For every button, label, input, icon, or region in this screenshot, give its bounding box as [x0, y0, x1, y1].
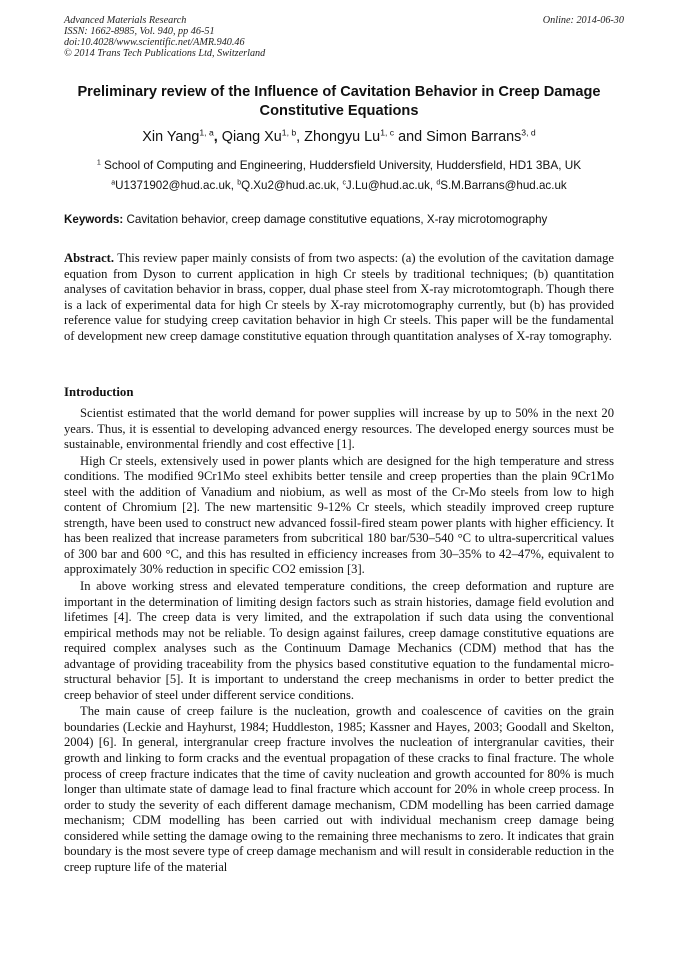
section-heading-introduction: Introduction	[64, 385, 134, 399]
email-separator: ,	[429, 179, 437, 192]
keywords	[64, 213, 614, 227]
affiliation	[64, 158, 614, 172]
doi: doi:10.4028/www.scientific.net/AMR.940.46	[64, 37, 245, 48]
author-affil-mark: 1, a	[199, 127, 214, 138]
author-affil-mark: 1, c	[380, 127, 395, 138]
email-address: S.M.Barrans@hud.ac.uk	[440, 179, 567, 192]
issn: ISSN: 1662-8985, Vol. 940, pp 46-51	[64, 26, 215, 37]
body-paragraph: Scientist estimated that the world demand for power supplies will increase by up to 50% in the next 20 years. Thus, it is essential to developing advanced energy resources. The developed energy sources must be sustainable, environmental friendly and cost effective [1].	[64, 406, 614, 452]
author-separator: ,	[296, 129, 305, 145]
email-address: U1371902@hud.ac.uk	[115, 179, 231, 192]
abstract	[64, 251, 614, 344]
author-list	[64, 128, 614, 146]
body-paragraph: The main cause of creep failure is the nucleation, growth and coalescence of cavities on the grain boundaries (Leckie and Hayhurst, 1984; Huddleston, 1985; Kassner and Hayes, 2003; Goodall and Skelton, 2004) [6]. In general, intergranular creep fracture involves the nucleation of intergranular cavities, their growth and linking to form cracks and the eventual propagation of these cracks to final fracture. The whole process of creep fracture indicates that the time of cavity nucleation and growth accounted for 80% is much longer than ultimate state of damage lead to final fracture which account for 20% in whole creep process. In order to study the severity of each different damage mechanism, CDM modelling has been carried damage mechanism; CDM modelling has been carried out with individual mechanism creep damage being considered while setting the damage owing to the remaining three mechanisms to zero. It indicates that grain boundary is the most severe type of creep damage mechanism and will result in considerable reduction in the creep rupture life of the material	[64, 704, 614, 874]
keywords-label: Keywords:	[64, 213, 124, 226]
journal-name: Advanced Materials Research	[64, 15, 187, 26]
body-paragraph: In above working stress and elevated temperature conditions, the creep deformation and rupture are important in the determination of limiting design factors such as strain histories, damage field evolution and lifetimes [4]. The creep data is very limited, and the extrapolation if such data using the conventional empirical methods may not be reliable. To design against failures, creep damage constitutive equations are required complex analyses such as the Continuum Damage Mechanics (CDM) method that has the advantage of providing traceability from the physics based constitutive equation to the fundamental micro-structural behavior [5]. It is important to understand the creep mechanisms in order to better predict the creep behavior of steel under different service conditions.	[64, 579, 614, 702]
email-separator: ,	[230, 179, 238, 192]
email-mark: b	[237, 179, 242, 187]
author-name: Xin Yang	[142, 129, 200, 145]
paper-title: Preliminary review of the Influence of Cavitation Behavior in Creep Damage Constitutive Equations	[77, 84, 601, 119]
journal-meta	[64, 15, 624, 59]
email-mark: c	[342, 179, 346, 187]
copyright: © 2014 Trans Tech Publications Ltd, Switzerland	[64, 48, 266, 59]
author-separator: ,	[213, 129, 222, 145]
body-paragraph: High Cr steels, extensively used in power plants which are designed for the high temperature and stress conditions. The modified 9Cr1Mo steel exhibits better tensile and creep properties than the plain 9Cr1Mo steel with the addition of Vanadium and niobium, as well as most of the Cr-Mo steels from low to high content of Chromium [2]. The new martensitic 9-12% Cr steels, which steadily improved creep rupture strength, have been used to construct new advanced fossil-fired steam power plants with higher efficiency. It has been realized that increase parameters from subcritical 180 bar/530–540 °C to ultra-supercritical values of 300 bar and 600 °C, and this has resulted in efficiency increases from 30–35% to 42–47%, equivalent to approximately 30% reduction in specific CO2 emission [3].	[64, 453, 614, 577]
keywords-text: Cavitation behavior, creep damage constitutive equations, X-ray microtomography	[123, 213, 548, 226]
email-mark: a	[111, 179, 116, 187]
email-address: Q.Xu2@hud.ac.uk	[241, 179, 336, 192]
affiliation-text: School of Computing and Engineering, Huddersfield University, Huddersfield, HD1 3BA, UK	[100, 158, 582, 172]
author-separator: and	[394, 129, 427, 145]
author-affil-mark: 3, d	[521, 127, 536, 138]
introduction-body	[64, 406, 614, 876]
author-name: Simon Barrans	[426, 129, 522, 145]
email-list	[64, 179, 614, 193]
abstract-label: Abstract.	[64, 251, 115, 265]
author-affil-mark: 1, b	[281, 127, 297, 138]
author-name: Zhongyu Lu	[304, 129, 381, 145]
abstract-text: This review paper mainly consists of from two aspects: (a) the evolution of the cavitation damage equation from Dyson to current application in high Cr steels by traditional techniques; (b) quantitation analyses of cavitation behavior in brass, copper, dual phase steel from X-ray microtomtograph. Though there is a lack of experimental data for high Cr steels by X-ray microtomography currently, but (b) has provided reference value for studying creep cavitation behavior in high Cr steels. This paper will be the fundamental of development new creep damage constitutive equation through quantitation analyses of X-ray tomography.	[64, 251, 614, 343]
online-date: Online: 2014-06-30	[542, 15, 624, 26]
email-address: J.Lu@hud.ac.uk	[345, 179, 430, 192]
email-mark: d	[436, 179, 441, 187]
affiliation-mark: 1	[96, 158, 101, 167]
author-name: Qiang Xu	[221, 129, 282, 145]
email-separator: ,	[335, 179, 343, 192]
